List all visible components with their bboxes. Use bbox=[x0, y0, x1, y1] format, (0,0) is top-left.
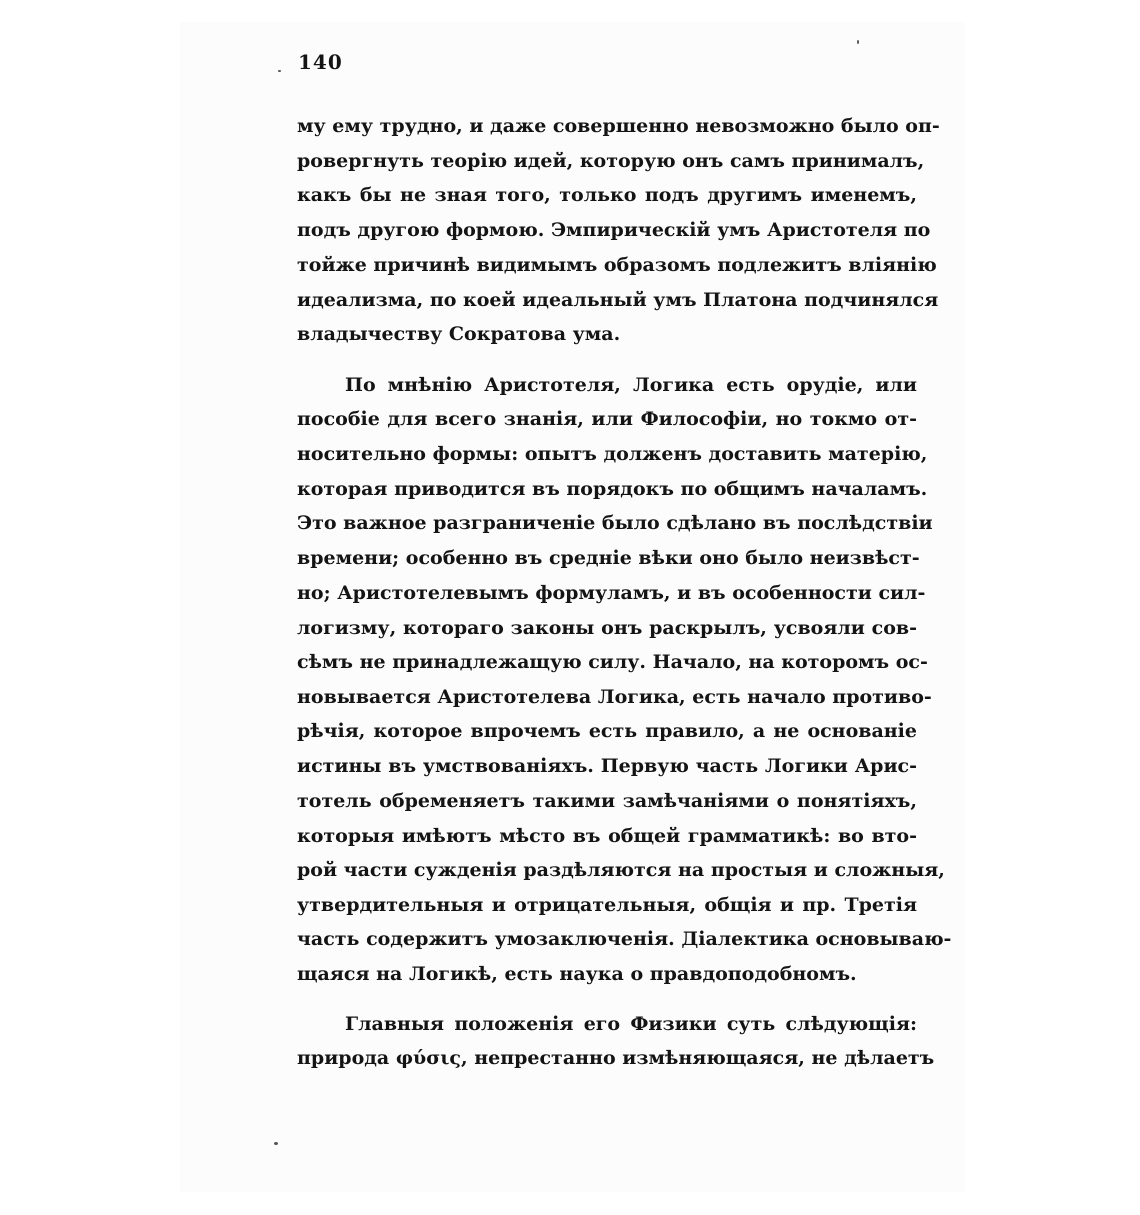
text-line: какъ бы не зная того, только подъ другимъ именемъ, bbox=[297, 184, 917, 206]
text-line: логизму, котораго законы онъ раскрылъ, усвояли сов- bbox=[297, 617, 917, 639]
text-line: которая приводится въ порядокъ по общимъ началамъ. bbox=[297, 478, 928, 500]
text-line: идеализма, по коей идеальный умъ Платона подчинялся bbox=[297, 289, 939, 311]
text-line: Это важное разграниченіе было сдѣлано въ послѣдствіи bbox=[297, 512, 933, 534]
text-line: часть содержитъ умозаключенія. Діалектика основываю- bbox=[297, 928, 952, 950]
scan-speck bbox=[274, 1142, 278, 1145]
text-line: утвердительныя и отрицательныя, общія и пр. Третія bbox=[297, 894, 917, 916]
text-line: природа φύσις, непрестанно измѣняющаяся, не дѣлаетъ bbox=[297, 1047, 935, 1069]
text-line: ровергнуть теорію идей, которую онъ самъ принималъ, bbox=[297, 150, 925, 172]
page-number: 140 bbox=[298, 50, 343, 74]
text-line: пособіе для всего знанія, или Философіи, но токмо от- bbox=[297, 408, 917, 430]
text-line: новывается Аристотелева Логика, есть начало противо- bbox=[297, 686, 932, 708]
text-line: но; Аристотелевымъ формуламъ, и въ особенности сил- bbox=[297, 582, 926, 604]
text-line: му ему трудно, и даже совершенно невозможно было оп- bbox=[297, 115, 940, 137]
scan-speck bbox=[278, 70, 281, 72]
text-line: времени; особенно въ средніе вѣки оно было неизвѣст- bbox=[297, 547, 920, 569]
text-line: щаяся на Логикѣ, есть наука о правдоподобномъ. bbox=[297, 963, 857, 985]
text-line: По мнѣнію Аристотеля, Логика есть орудіе, или bbox=[345, 374, 917, 396]
text-line: тотель обременяетъ такими замѣчаніями о понятіяхъ, bbox=[297, 790, 917, 812]
text-line: Главныя положенія его Физики суть слѣдующія: bbox=[345, 1013, 917, 1035]
text-line: владычеству Сократова ума. bbox=[297, 323, 621, 345]
text-line: рѣчія, которое впрочемъ есть правило, а не основаніе bbox=[297, 720, 917, 742]
text-line: подъ другою формою. Эмпирическій умъ Аристотеля по bbox=[297, 219, 931, 241]
text-line: тойже причинѣ видимымъ образомъ подлежитъ вліянію bbox=[297, 254, 937, 276]
text-line: истины въ умствованіяхъ. Первую часть Логики Арис- bbox=[297, 755, 917, 777]
text-line: которыя имѣютъ мѣсто въ общей грамматикѣ: во вто- bbox=[297, 825, 917, 847]
text-line: рой части сужденія раздѣляются на простыя и сложныя, bbox=[297, 859, 945, 881]
scan-speck bbox=[857, 40, 859, 44]
text-line: носительно формы: опытъ долженъ доставить матерію, bbox=[297, 443, 928, 465]
text-line: сѣмъ не принадлежащую силу. Начало, на которомъ ос- bbox=[297, 651, 928, 673]
